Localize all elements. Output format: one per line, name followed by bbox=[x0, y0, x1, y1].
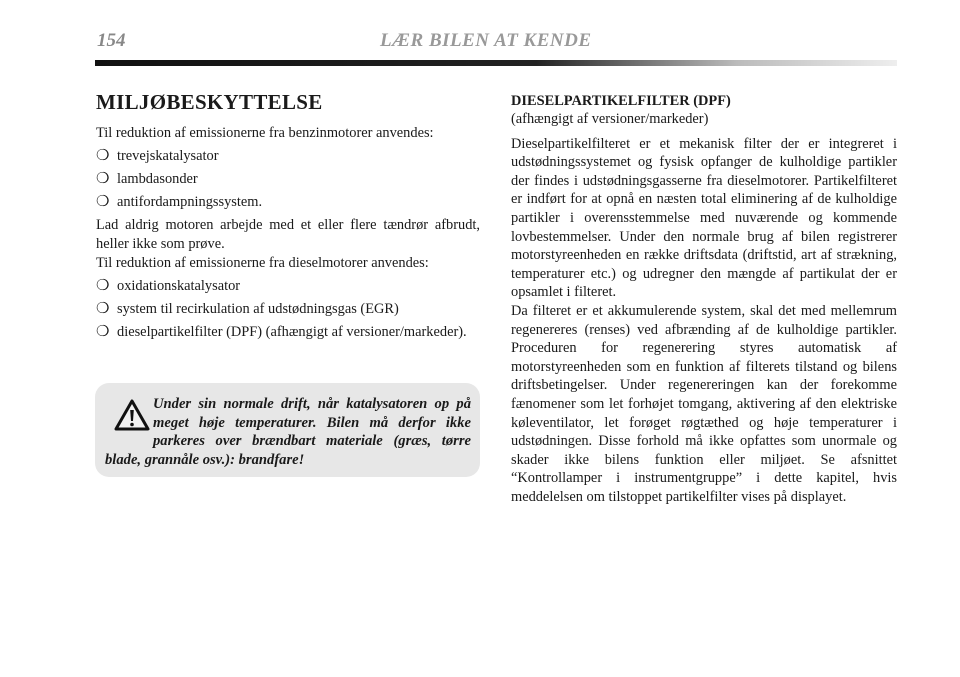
chapter-title: LÆR BILEN AT KENDE bbox=[380, 30, 592, 51]
list-item: ❍ dieselpartikelfilter (DPF) (afhængigt af versioner/markeder). bbox=[96, 324, 467, 340]
dpf-paragraph-2: Da filteret er et akkumulerende system, skal det med mellemrum regenereres (renses) ved afbrænding af de kulholdige partikler. Proceduren for regenerering styres automatisk af motorstyreenheden som en funktion af filterets tilstand og bilens driftsbetingelser. Under regenereringen kan der forekomme fænomener som let forhøjet tomgang, aktivering af den elektriske køleventilator, let forøget røgtæthed og høje temperaturer i udstødningen. Disse forhold må ikke opfattes som unormale og skader ikke bilens funktion eller miljøet. Se afsnittet “Kontrollamper i instrumentgruppe” i dette kapitel, hvis meddelelsen om tilstoppet partikelfilter vises på displayet. bbox=[511, 302, 897, 505]
left-column bbox=[96, 90, 480, 346]
diesel-list bbox=[96, 277, 480, 342]
petrol-list bbox=[96, 147, 480, 212]
list-item: ❍ lambdasonder bbox=[96, 171, 198, 187]
dpf-paragraph-1: Dieselpartikelfilteret er et mekanisk filter der er integreret i udstødningssystemet og fysisk opfanger de kulholdige partikler der findes i udstødningsgasserne fra dieselmotorer. Partikelfilteret er indført for at opnå en næsten total eliminering af de kulholdige partikler i overensstemmelse med nuværende og kommende lovbestemmelser. Under den normale brug af bilen registrerer motorstyreenheden en række driftsdata (driftstid, art af strækning, temperaturer etc.) og udregner den mængde af partikulat der er opsamlet i filteret. bbox=[511, 135, 897, 301]
bullet-icon: ❍ bbox=[96, 278, 110, 294]
bullet-icon: ❍ bbox=[96, 194, 110, 210]
dpf-subheading: (afhængigt af versioner/markeder) bbox=[511, 111, 709, 127]
section-heading: MILJØBESKYTTELSE bbox=[96, 90, 323, 114]
bullet-icon: ❍ bbox=[96, 324, 110, 340]
warning-box bbox=[95, 383, 480, 477]
list-item: ❍ antifordampningssystem. bbox=[96, 194, 263, 210]
page-number: 154 bbox=[97, 30, 126, 51]
ignition-note: Lad aldrig motoren arbejde med et eller flere tændrør afbrudt, heller ikke som prøve. bbox=[96, 217, 480, 252]
list-item: ❍ oxidationskatalysator bbox=[96, 278, 241, 294]
petrol-intro: Til reduktion af emissionerne fra benzinmotorer anvendes: bbox=[96, 125, 434, 141]
diesel-intro: Til reduktion af emissionerne fra dieselmotorer anvendes: bbox=[96, 255, 429, 271]
bullet-icon: ❍ bbox=[96, 171, 110, 187]
list-item: ❍ trevejskatalysator bbox=[96, 148, 219, 164]
right-column bbox=[511, 92, 897, 506]
bullet-icon: ❍ bbox=[96, 301, 110, 317]
list-item: ❍ system til recirkulation af udstødningsgas (EGR) bbox=[96, 301, 399, 317]
warning-text: Under sin normale drift, når katalysatoren op på meget høje temperaturer. Bilen må derfor ikke parkeres over brændbart materiale (græs, tørre blade, grannåle osv.): brandfare! bbox=[105, 396, 471, 468]
dpf-heading: DIESELPARTIKELFILTER (DPF) bbox=[511, 93, 731, 109]
header-rule bbox=[95, 60, 897, 66]
bullet-icon: ❍ bbox=[96, 148, 110, 164]
